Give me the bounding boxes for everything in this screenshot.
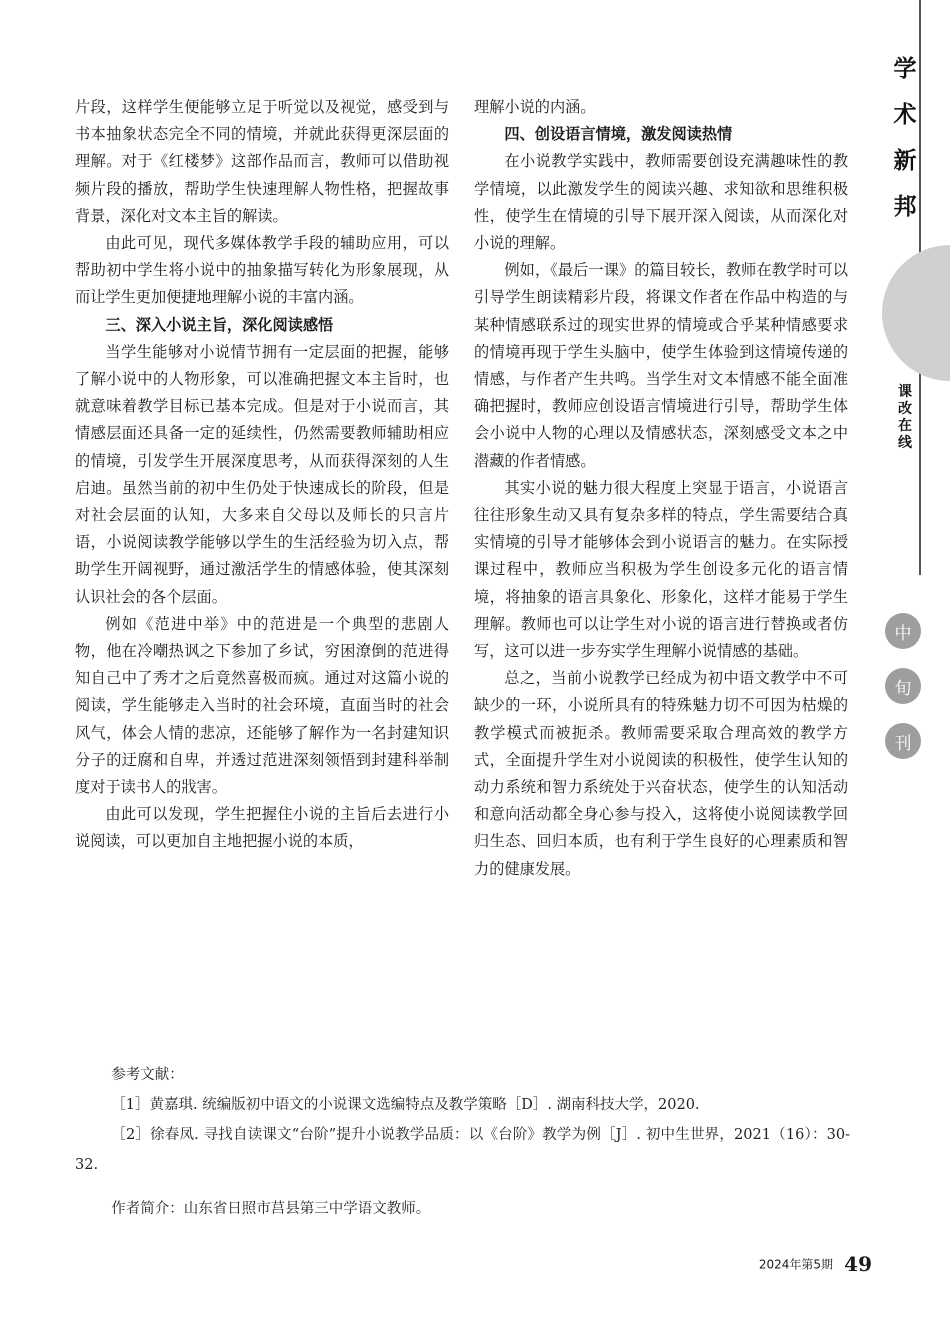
section-label xyxy=(893,384,917,452)
page-footer xyxy=(759,1252,872,1276)
paragraph: 由此可以发现，学生把握住小说的主旨后去进行小说阅读，可以更加自主地把握小说的本质， xyxy=(75,805,449,851)
paragraph: 例如，《最后一课》的篇目较长，教师在教学时可以引导学生朗读精彩片段，将课文作者在作品中构造的与某种情感联系过的现实世界的情境或合乎某种情感要求的情境再现于学生头脑中，使学生体验到这情境传递的情感，与作者产生共鸣。当学生对文本情感不能全面准确把握时，教师应创设语言情境进行引导，帮助学生体会小说中人物的心理以及情感状态，深刻感受文本之中潜藏的作者情感。 xyxy=(474,261,848,470)
section-label-char: 改 xyxy=(898,401,912,417)
references-heading: 参考文献： xyxy=(111,1067,184,1083)
left-column xyxy=(75,94,449,856)
paragraph: 在小说教学实践中，教师需要创设充满趣味性的教学情境，以此激发学生的阅读兴趣、求知欲和思维积极性，使学生在情境的引导下展开深入阅读，从而深化对小说的理解。 xyxy=(474,152,848,253)
reference-item: ［2］徐春凤. 寻找自读课文“台阶”提升小说教学品质：以《台阶》教学为例［J］. 初中生世界，2021（16）：30-32. xyxy=(75,1127,850,1173)
section-heading: 三、深入小说主旨，深化阅读感悟 xyxy=(105,315,334,334)
references xyxy=(75,1060,850,1180)
paragraph: 总之，当前小说教学已经成为初中语文教学中不可缺少的一环，小说所具有的特殊魅力切不可因为枯燥的教学模式而被扼杀。教师需要采取合理高效的教学方式，全面提升学生对小说阅读的积极性，使学生认知的动力系统和智力系统处于兴奋状态，使学生的认知活动和意向活动都全身心参与投入，这将使小说阅读教学回归生态、回归本质，也有利于学生良好的心理素质和智力的健康发展。 xyxy=(474,669,848,878)
column-title-char: 新 xyxy=(893,148,917,174)
section-label-char: 课 xyxy=(898,384,912,400)
journal-badges xyxy=(885,613,923,778)
issue-label: 2024年第5期 xyxy=(758,1257,834,1272)
sidebar-decor-circle xyxy=(882,245,950,381)
paragraph: 例如《范进中举》中的范进是一个典型的悲剧人物，他在冷嘲热讽之下参加了乡试，穷困潦倒的范进得知自己中了秀才之后竟然喜极而疯。通过对这篇小说的阅读，学生能够走入当时的社会环境，直面当时的社会风气，体会人情的悲凉，还能够了解作为一名封建知识分子的迂腐和自卑，并透过范进深刻领悟到封建科举制度对于读书人的戕害。 xyxy=(75,614,449,797)
section-label-char: 在 xyxy=(898,418,912,434)
paragraph: 片段，这样学生便能够立足于听觉以及视觉，感受到与书本抽象状态完全不同的情境，并就此获得更深层面的理解。对于《红楼梦》这部作品而言，教师可以借助视频片段的播放，帮助学生快速理解人物性格，把握故事背景，深化对文本主旨的解读。 xyxy=(75,98,449,225)
journal-badge: 刊 xyxy=(885,723,921,759)
journal-badge: 旬 xyxy=(885,668,921,704)
column-title xyxy=(885,46,925,230)
section-heading: 四、创设语言情境，激发阅读热情 xyxy=(504,125,733,144)
paragraph: 理解小说的内涵。 xyxy=(474,98,596,116)
reference-item: ［1］黄嘉琪. 统编版初中语文的小说课文选编特点及教学策略［D］. 湖南科技大学，2020. xyxy=(111,1097,700,1113)
column-title-char: 邦 xyxy=(893,194,917,220)
right-column xyxy=(474,94,848,883)
page-number: 49 xyxy=(844,1252,872,1276)
section-label-char: 线 xyxy=(898,435,912,451)
column-title-char: 术 xyxy=(893,102,917,128)
paragraph: 当学生能够对小说情节拥有一定层面的把握，能够了解小说中的人物形象，可以准确把握文本主旨时，也就意味着教学目标已基本完成。但是对于小说而言，其情感层面还具备一定的延续性，仍然需要教师辅助相应的情境，引发学生开展深度思考，从而获得深刻的人生启迪。虽然当前的初中生仍处于快速成长的阶段，但是对社会层面的认知，大多来自父母以及师长的只言片语，小说阅读教学能够以学生的生活经验为切入点，帮助学生开阔视野，通过激活学生的情感体验，使其深刻认识社会的各个层面。 xyxy=(75,342,449,606)
paragraph: 其实小说的魅力很大程度上突显于语言，小说语言往往形象生动又具有复杂多样的特点，学生需要结合真实情境的引导才能够体会到小说语言的魅力。在实际授课过程中，教师应当积极为学生创设多元化的语言情境，将抽象的语言具象化、形象化，这样才能易于学生理解。教师也可以让学生对小说的语言进行替换或者仿写，这可以进一步夯实学生理解小说情感的基础。 xyxy=(474,478,848,661)
author-note: 作者简介：山东省日照市莒县第三中学语文教师。 xyxy=(111,1201,431,1217)
paragraph: 由此可见，现代多媒体教学手段的辅助应用，可以帮助初中学生将小说中的抽象描写转化为形象展现，从而让学生更加便捷地理解小说的丰富内涵。 xyxy=(75,234,449,307)
journal-badge: 中 xyxy=(885,613,921,649)
column-title-char: 学 xyxy=(893,56,917,82)
